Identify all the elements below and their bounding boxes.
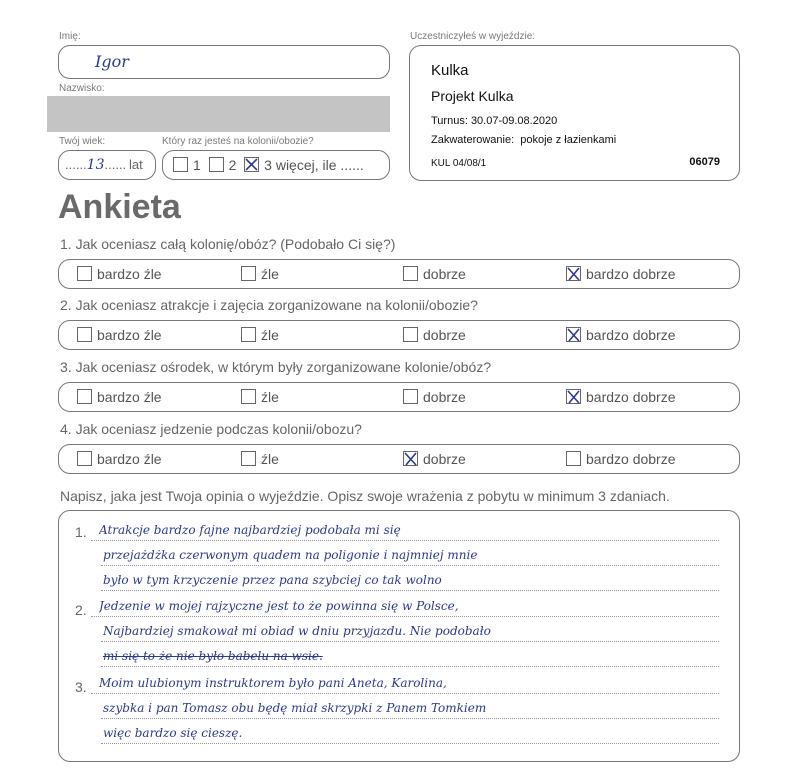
option-bardzo-dobrze[interactable]: [566, 389, 676, 405]
question-2-text: 2. Jak oceniasz atrakcje i zajęcia zorganizowane na kolonii/obozie?: [60, 297, 478, 313]
option-dobrze[interactable]: [403, 327, 466, 343]
checkbox-checked[interactable]: [566, 389, 581, 404]
option-label: bardzo źle: [97, 451, 162, 467]
checkbox[interactable]: [77, 266, 92, 281]
option-bardzo-dobrze[interactable]: [566, 266, 676, 282]
option-bardzo-dobrze[interactable]: [566, 327, 676, 343]
times-options: [173, 157, 364, 173]
trip-name: Kulka: [431, 62, 469, 79]
question-4-text: 4. Jak oceniasz jedzenie podczas kolonii/obozu?: [60, 421, 362, 437]
age-dots-after: ......: [104, 157, 127, 172]
question-2-options: [58, 320, 740, 350]
dotted-rule: [91, 540, 719, 541]
checkbox[interactable]: [241, 389, 256, 404]
checkbox[interactable]: [173, 157, 188, 172]
dotted-rule: [101, 718, 719, 719]
trip-number: 06079: [689, 156, 720, 168]
surname-redacted: [47, 96, 390, 132]
option-label: dobrze: [423, 266, 466, 282]
dotted-rule: [101, 641, 719, 642]
handwritten-line-6: mi się to że nie było babelu na wsie.: [103, 649, 323, 663]
check-mark-icon: [565, 265, 582, 282]
check-mark-icon: [565, 326, 582, 343]
checkbox-checked[interactable]: [244, 157, 259, 172]
trip-accommodation: Zakwaterowanie: pokoje z łazienkami: [431, 134, 617, 146]
opinion-number-1: 1.: [75, 524, 87, 540]
age-label: Twój wiek:: [59, 136, 106, 147]
option-label: bardzo źle: [97, 327, 162, 343]
dotted-rule: [101, 590, 719, 591]
handwritten-line-4: Jedzenie w mojej rajzyczne jest to że powinna się w Polsce,: [99, 599, 459, 613]
checkbox[interactable]: [403, 389, 418, 404]
name-field[interactable]: [58, 45, 390, 79]
option-label: dobrze: [423, 327, 466, 343]
option-label: źle: [261, 327, 279, 343]
handwritten-line-1: Atrakcje bardzo fajne najbardziej podobała mi się: [99, 523, 401, 537]
handwritten-line-9: więc bardzo się cieszę.: [103, 726, 243, 740]
checkbox[interactable]: [403, 327, 418, 342]
option-źle[interactable]: [241, 266, 279, 282]
option-label: bardzo dobrze: [586, 389, 676, 405]
times-field[interactable]: [162, 150, 390, 180]
checkbox-checked[interactable]: [566, 266, 581, 281]
option-dobrze[interactable]: [403, 451, 466, 467]
option-label: źle: [261, 389, 279, 405]
handwritten-line-3: było w tym krzyczenie przez pana szybciej co tak wolno: [103, 573, 442, 587]
dotted-rule: [91, 693, 719, 694]
option-label: dobrze: [423, 389, 466, 405]
option-źle[interactable]: [241, 327, 279, 343]
option-label: bardzo źle: [97, 389, 162, 405]
option-label: bardzo źle: [97, 266, 162, 282]
trip-turnus: Turnus: 30.07-09.08.2020: [431, 115, 558, 127]
handwritten-line-2: przejażdżka czerwonym quadem na poligonie i najmniej mnie: [103, 548, 478, 562]
checkbox[interactable]: [241, 451, 256, 466]
question-1-options: [58, 259, 740, 289]
age-unit: lat: [129, 157, 143, 172]
checkbox-checked[interactable]: [403, 451, 418, 466]
dotted-rule: [91, 616, 719, 617]
option-dobrze[interactable]: [403, 389, 466, 405]
dotted-rule: [101, 565, 719, 566]
checkbox[interactable]: [77, 451, 92, 466]
option-źle[interactable]: [241, 389, 279, 405]
option-label: źle: [261, 266, 279, 282]
times-option-3[interactable]: 3 więcej, ile ......: [244, 157, 364, 173]
trip-project: Projekt Kulka: [431, 88, 514, 104]
check-mark-icon: [565, 388, 582, 405]
option-label: źle: [261, 451, 279, 467]
option-label: bardzo dobrze: [586, 451, 676, 467]
option-dobrze[interactable]: [403, 266, 466, 282]
option-label: bardzo dobrze: [586, 327, 676, 343]
question-4-options: [58, 444, 740, 474]
dotted-rule: [101, 743, 719, 744]
age-value: 13: [86, 157, 105, 173]
option-bardzo-źle[interactable]: [77, 389, 162, 405]
option-bardzo-źle[interactable]: [77, 451, 162, 467]
handwritten-line-8: szybka i pan Tomasz obu będę miał skrzypki z Panem Tomkiem: [103, 701, 487, 715]
option-bardzo-dobrze[interactable]: [566, 451, 676, 467]
times-option-2[interactable]: 2: [209, 157, 237, 173]
page-title: Ankieta: [58, 188, 181, 226]
checkbox[interactable]: [241, 327, 256, 342]
checkbox[interactable]: [241, 266, 256, 281]
checkbox[interactable]: [77, 389, 92, 404]
question-3-options: [58, 382, 740, 412]
name-label: Imię:: [59, 31, 81, 42]
checkbox[interactable]: [566, 451, 581, 466]
handwritten-line-7: Moim ulubionym instruktorem było pani Aneta, Karolina,: [99, 676, 447, 690]
option-źle[interactable]: [241, 451, 279, 467]
option-bardzo-źle[interactable]: [77, 327, 162, 343]
age-dots-before: ......: [65, 157, 87, 172]
option-bardzo-źle[interactable]: [77, 266, 162, 282]
trip-box: [409, 45, 740, 181]
option-label: bardzo dobrze: [586, 266, 676, 282]
trip-code: KUL 04/08/1: [431, 158, 487, 169]
opinion-number-2: 2.: [75, 602, 87, 618]
check-mark-icon: [402, 450, 419, 467]
trip-label: Uczestniczyłeś w wyjeździe:: [410, 31, 536, 42]
opinion-prompt: Napisz, jaka jest Twoja opinia o wyjeździe. Opisz swoje wrażenia z pobytu w minimum 3 zdaniach.: [60, 488, 670, 504]
checkbox[interactable]: [403, 266, 418, 281]
question-3-text: 3. Jak oceniasz ośrodek, w którym były zorganizowane kolonie/obóz?: [60, 359, 492, 375]
option-label: dobrze: [423, 451, 466, 467]
checkbox[interactable]: [77, 327, 92, 342]
times-option-1[interactable]: 1: [173, 157, 201, 173]
check-mark-icon: [244, 157, 259, 172]
question-1-text: 1. Jak oceniasz całą kolonię/obóz? (Podobało Ci się?): [60, 236, 396, 252]
checkbox[interactable]: [209, 157, 224, 172]
surname-label: Nazwisko:: [59, 83, 105, 94]
dotted-rule: [101, 666, 719, 667]
checkbox-checked[interactable]: [566, 327, 581, 342]
age-field[interactable]: [58, 150, 156, 180]
opinion-box[interactable]: [58, 510, 740, 762]
handwritten-line-5: Najbardziej smakował mi obiad w dniu przyjazdu. Nie podobało: [103, 624, 491, 638]
name-value: Igor: [95, 52, 129, 71]
opinion-number-3: 3.: [75, 679, 87, 695]
times-label: Który raz jesteś na kolonii/obozie?: [162, 136, 314, 147]
